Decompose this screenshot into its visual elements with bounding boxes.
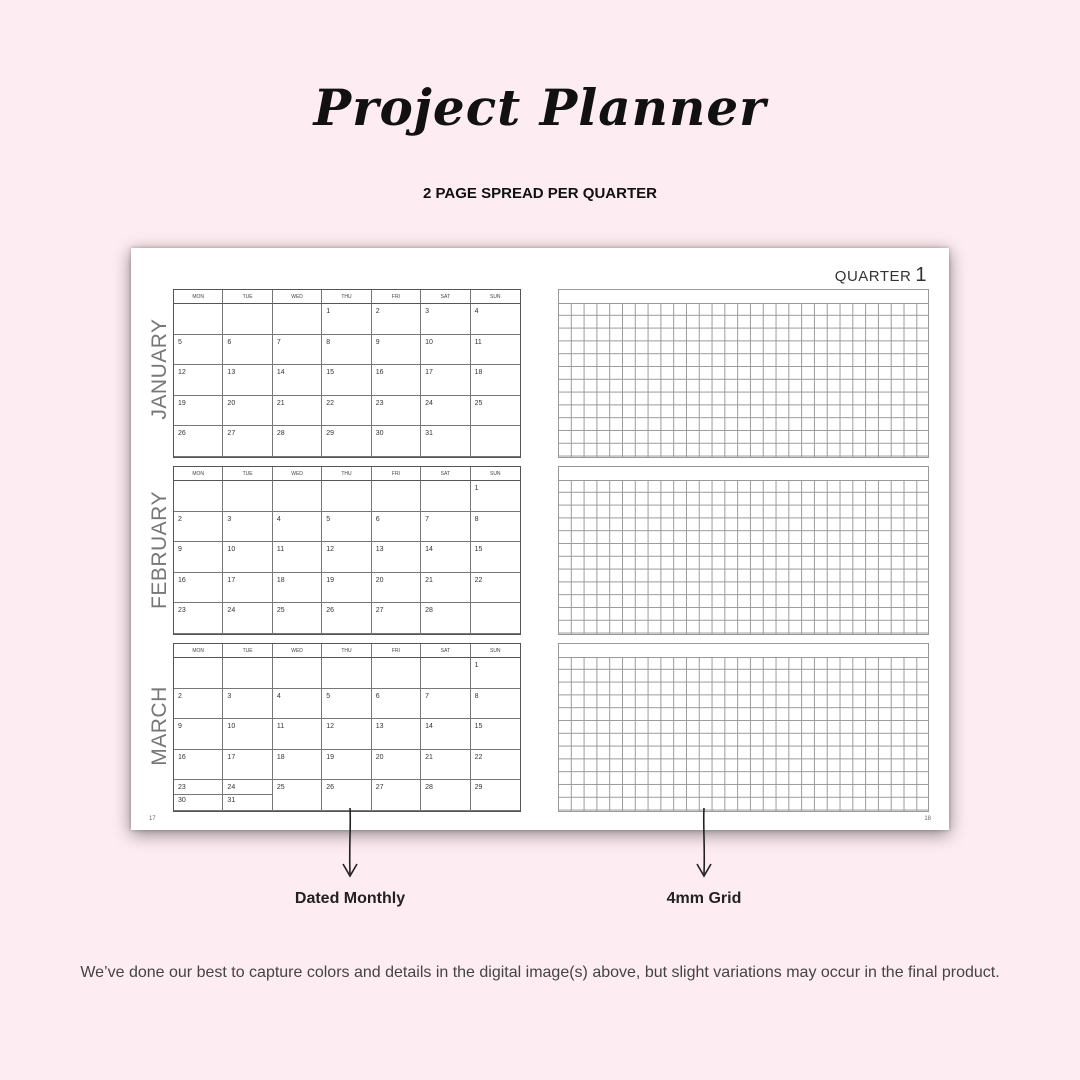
weekday-header: TUE [223,467,272,481]
weekday-header: WED [273,290,322,304]
weekday-header: FRI [372,467,421,481]
weekday-header: SUN [471,644,520,658]
calendar-day-cell [421,335,470,366]
calendar-day-cell [421,719,470,750]
calendar-day-cell [372,512,421,543]
day-number: 28 [425,607,433,615]
day-number: 29 [474,784,483,792]
day-number: 13 [375,546,384,554]
calendar-day-cell [471,426,520,457]
day-number: 18 [474,369,483,377]
day-number: 14 [425,723,433,731]
calendar-day-cell [273,365,322,396]
quarter-number: 1 [915,264,927,286]
calendar-day-cell [223,542,272,573]
day-number: 19 [326,753,335,761]
weekday-header: SUN [471,290,520,304]
day-number: 21 [425,576,433,584]
calendar-day-cell [223,426,272,457]
weekday-header: WED [273,467,322,481]
day-number: 10 [425,338,433,346]
calendar-day-cell [372,719,421,750]
grid-section-1 [558,289,929,458]
day-number: 5 [326,692,331,700]
day-number: 2 [178,692,182,700]
calendar-day-cell [223,304,272,335]
day-number: 9 [375,338,380,346]
day-number: 6 [227,338,232,346]
calendar-day-cell [174,573,223,604]
day-number: 20 [375,576,384,584]
day-number: 20 [227,399,236,407]
weekday-header: SAT [421,467,470,481]
calendar-day-cell [471,780,520,811]
day-number: 3 [227,515,232,523]
planner-spread [131,248,949,830]
calendar-day-cell [372,750,421,781]
calendar-day-cell [421,750,470,781]
day-number: 25 [276,607,285,615]
calendar-day-cell [372,335,421,366]
calendar-day-cell [471,573,520,604]
feature-4mm-grid: 4mm Grid [666,890,742,907]
calendar-day-cell [273,750,322,781]
calendar-day-cell [322,426,371,457]
calendar-day-cell [223,481,272,512]
calendar-day-cell [322,689,371,720]
calendar-day-cell [471,512,520,543]
feature-dated-monthly: Dated Monthly [294,890,406,907]
day-number: 22 [474,576,483,584]
day-number: 17 [227,753,236,761]
day-number: 25 [276,784,285,792]
calendar-day-cell [223,750,272,781]
day-number: 16 [178,576,186,584]
day-number: 6 [375,692,380,700]
calendar-day-cell [174,304,223,335]
day-number: 21 [425,753,433,761]
weekday-header: SAT [421,644,470,658]
calendar-day-cell [174,542,223,573]
day-number: 17 [227,576,236,584]
weekday-header: TUE [223,290,272,304]
day-number: 9 [178,546,182,554]
weekday-header: THU [322,290,371,304]
day-number: 31 [227,797,236,805]
day-number: 25 [474,399,483,407]
day-number: 7 [425,692,430,700]
calendar-day-cell [273,335,322,366]
day-number: 2 [375,308,380,315]
calendar-day-cell [174,719,223,750]
calendar-january [173,289,521,458]
calendar-day-cell [471,481,520,512]
calendar-day-cell [322,658,371,689]
calendar-day-cell [372,481,421,512]
day-number: 8 [474,692,479,700]
calendar-day-cell [223,603,272,634]
day-number: 26 [326,607,335,615]
calendar-day-cell [223,335,272,366]
calendar-day-cell [372,396,421,427]
day-number: 8 [474,515,479,523]
calendar-day-cell [421,481,470,512]
weekday-header: THU [322,644,371,658]
calendar-day-cell [322,573,371,604]
day-number: 15 [326,369,335,377]
calendar-day-cell [372,689,421,720]
calendar-day-cell [174,335,223,366]
calendar-day-cell [273,603,322,634]
calendar-day-cell [174,658,223,689]
calendar-day-cell [471,750,520,781]
calendar-day-cell [273,689,322,720]
calendar-day-cell [322,512,371,543]
day-number: 11 [276,546,285,554]
day-number: 27 [375,784,384,792]
calendar-day-cell [174,365,223,396]
calendar-day-cell [421,658,470,689]
calendar-day-cell [421,512,470,543]
day-number: 24 [227,784,236,792]
left-page-number: 17 [149,816,156,822]
calendar-day-cell [174,689,223,720]
calendar-day-cell [223,573,272,604]
arrow-down-icon [694,806,714,880]
day-number: 11 [474,338,482,346]
day-number: 10 [227,546,236,554]
calendar-day-cell [223,689,272,720]
calendar-day-cell [322,396,371,427]
calendar-day-cell [421,365,470,396]
day-number: 1 [474,662,479,669]
calendar-day-cell [421,689,470,720]
weekday-header: SUN [471,467,520,481]
calendar-day-cell [471,396,520,427]
day-number: 22 [474,753,483,761]
calendar-day-cell [421,542,470,573]
calendar-day-cell [372,658,421,689]
calendar-day-cell [174,426,223,457]
arrow-down-icon [340,806,360,880]
calendar-day-cell [174,750,223,781]
calendar-day-cell [421,573,470,604]
weekday-header: MON [174,290,223,304]
calendar-day-cell [273,481,322,512]
calendar-day-cell [174,603,223,634]
day-number: 7 [276,338,281,346]
calendar-day-cell [372,780,421,811]
day-number: 6 [375,515,380,523]
day-number: 23 [178,607,186,615]
month-label-march: MARCH [148,686,171,766]
day-number: 28 [276,430,285,438]
day-number: 22 [326,399,335,407]
weekday-header: MON [174,644,223,658]
calendar-day-cell [174,481,223,512]
weekday-header: THU [322,467,371,481]
day-number: 14 [425,546,433,554]
day-number: 27 [375,607,384,615]
day-number: 27 [227,430,236,438]
day-number: 4 [276,515,281,523]
calendar-day-cell [372,304,421,335]
day-number: 13 [227,369,236,377]
day-number: 5 [178,338,182,346]
day-number: 9 [178,723,182,731]
day-number: 3 [425,308,430,315]
day-number: 20 [375,753,384,761]
weekday-header: WED [273,644,322,658]
calendar-day-cell [471,542,520,573]
page-title: Project Planner [313,78,767,137]
day-number: 10 [227,723,236,731]
day-number: 1 [326,308,331,315]
calendar-day-cell [471,335,520,366]
day-number: 12 [178,369,186,377]
day-number: 5 [326,515,331,523]
grid-section-2 [558,466,929,635]
calendar-day-cell [471,719,520,750]
day-number: 19 [178,399,186,407]
day-number: 19 [326,576,335,584]
day-number: 31 [425,430,433,438]
calendar-day-cell [372,426,421,457]
calendar-march [173,643,521,812]
day-number: 12 [326,546,335,554]
calendar-day-cell [322,603,371,634]
day-number: 23 [178,784,186,792]
calendar-day-cell [174,512,223,543]
calendar-day-cell [174,780,223,811]
calendar-day-cell [471,603,520,634]
disclaimer-text: We’ve done our best to capture colors and details in the digital image(s) above, but slight variations may occur in the final product. [80,964,1000,981]
day-number: 28 [425,784,433,792]
day-number: 16 [178,753,186,761]
day-number: 18 [276,753,285,761]
calendar-day-cell [471,689,520,720]
day-number: 12 [326,723,335,731]
calendar-day-cell [223,512,272,543]
day-number: 11 [276,723,285,731]
calendar-day-cell [372,542,421,573]
calendar-day-cell [421,603,470,634]
day-number: 21 [276,399,285,407]
day-number: 30 [375,430,384,438]
weekday-header: FRI [372,290,421,304]
calendar-day-cell [471,304,520,335]
quarter-heading [835,264,927,287]
calendar-day-cell [223,365,272,396]
day-number: 16 [375,369,384,377]
day-number: 26 [178,430,186,438]
day-number: 13 [375,723,384,731]
calendar-day-cell [372,603,421,634]
quarter-label: QUARTER [834,268,912,285]
calendar-day-cell [322,365,371,396]
day-number: 18 [276,576,285,584]
weekday-header: SAT [421,290,470,304]
calendar-day-cell [372,365,421,396]
calendar-day-cell [273,573,322,604]
calendar-day-cell [273,512,322,543]
calendar-day-cell [273,426,322,457]
calendar-day-cell [322,335,371,366]
day-number: 24 [425,399,433,407]
day-number: 7 [425,515,430,523]
month-label-january: JANUARY [148,318,171,420]
month-label-february: FEBRUARY [148,491,171,609]
calendar-day-cell [421,304,470,335]
calendar-day-cell [273,542,322,573]
day-number: 23 [375,399,384,407]
calendar-day-cell [421,780,470,811]
day-number: 4 [474,308,479,315]
calendar-day-cell [273,780,322,811]
day-number: 2 [178,515,182,523]
day-number: 29 [326,430,335,438]
grid-section-3 [558,643,929,812]
weekday-header: TUE [223,644,272,658]
calendar-day-cell [322,719,371,750]
day-number: 26 [326,784,335,792]
day-number: 15 [474,723,483,731]
calendar-day-cell [322,481,371,512]
calendar-day-cell [223,780,272,811]
calendar-day-cell [322,304,371,335]
calendar-day-cell [421,396,470,427]
weekday-header: MON [174,467,223,481]
calendar-day-cell [273,304,322,335]
calendar-day-cell [223,396,272,427]
day-number: 8 [326,338,331,346]
calendar-day-cell [223,719,272,750]
day-number: 3 [227,692,232,700]
calendar-day-cell [421,426,470,457]
calendar-day-cell [471,658,520,689]
day-number: 24 [227,607,236,615]
calendar-day-cell [372,573,421,604]
calendar-february [173,466,521,635]
calendar-day-cell [322,750,371,781]
calendar-day-cell [273,719,322,750]
calendar-day-cell [322,542,371,573]
day-number: 15 [474,546,483,554]
page-subtitle: 2 PAGE SPREAD PER QUARTER [423,185,657,202]
calendar-day-cell [471,365,520,396]
day-number: 14 [276,369,285,377]
day-number: 4 [276,692,281,700]
calendar-day-cell [273,658,322,689]
calendar-day-cell [273,396,322,427]
calendar-day-cell [223,658,272,689]
weekday-header: FRI [372,644,421,658]
day-number: 1 [474,485,479,492]
right-page-number: 18 [924,816,931,822]
calendar-day-cell [174,396,223,427]
day-number: 17 [425,369,433,377]
day-number: 30 [178,797,186,805]
